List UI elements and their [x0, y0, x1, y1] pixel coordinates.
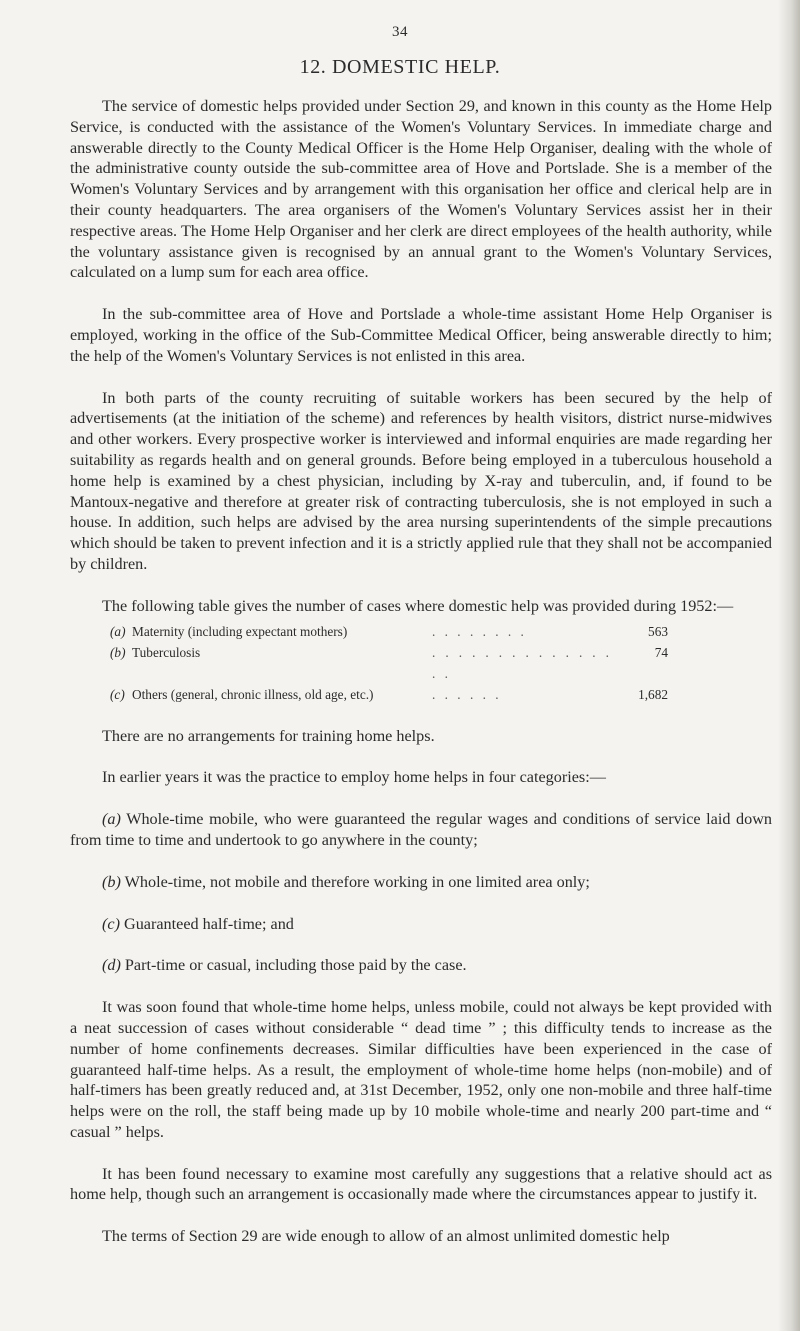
- category-letter: (c): [102, 914, 120, 933]
- paragraph-relative: It has been found necessary to examine most carefully any suggestions that a relative should act as home help, though such an arrangement is occasionally made where the circumstances appear to justify it.: [70, 1164, 772, 1204]
- page-edge-shadow: [778, 0, 800, 1331]
- body-text: [70, 96, 772, 1247]
- category-letter: (b): [102, 872, 121, 891]
- paragraph-dead-time: It was soon found that whole-time home helps, unless mobile, could not always be kept provided with a neat succession of cases without considerable “ dead time ” ; this difficulty tends to increase as the number of home confinements decreases. Similar difficulties have been experienced in the case of guaranteed half-time helps. As a result, the employment of whole-time home helps (non-mobile) and of half-timers has been greatly reduced and, at 31st December, 1952, only one non-mobile and three half-time helps were on the roll, the staff being made up by 10 mobile whole-time and nearly 200 part-time and “ casual ” helps.: [70, 998, 772, 1141]
- paragraph-recruiting: In both parts of the county recruiting of suitable workers has been secured by the help of advertisements (at the initiation of the scheme) and references by health visitors, district nurse-midwives and other workers. Every prospective worker is interviewed and informal enquiries are made regarding her suitability as regards health and on general grounds. Before being employed in a tuberculous household a home help is examined by a chest physician, including by X-ray and tuberculin, and, if found to be Mantoux-negative and therefore at greater risk of contracting tuberculosis, she is not employed in such a house. In addition, such helps are advised by the area nursing superintendents of the simple precautions which should be taken to prevent infection and it is a strictly applied rule that they shall not be accompanied by children.: [70, 388, 772, 573]
- categories-list: [70, 809, 772, 976]
- list-item: [70, 809, 772, 851]
- leader-dots: . . . . . .: [432, 686, 502, 702]
- paragraph-no-training: There are no arrangements for training home helps.: [102, 726, 435, 745]
- paragraph-hove-portslade: In the sub-committee area of Hove and Portslade a whole-time assistant Home Help Organiser is employed, working in the office of the Sub-Committee Medical Officer, being answerable directly to him; the help of the Women's Voluntary Services is not enlisted in this area.: [70, 305, 772, 365]
- row-label: Maternity (including expectant mothers): [132, 623, 348, 639]
- row-letter: (c): [110, 686, 125, 702]
- row-value: 74: [654, 644, 668, 660]
- row-label: Others (general, chronic illness, old age, etc.): [132, 686, 374, 702]
- list-item: [70, 955, 772, 976]
- cases-table: [110, 621, 668, 705]
- table-row: [110, 642, 668, 684]
- table-row: [110, 684, 668, 705]
- category-text: Part-time or casual, including those paid by the case.: [124, 956, 467, 975]
- paragraph-section-terms: The terms of Section 29 are wide enough to allow of an almost unlimited domestic help: [102, 1227, 670, 1246]
- category-text: Whole-time mobile, who were guaranteed the regular wages and conditions of service laid down from time to time and undertook to go anywhere in the county;: [70, 810, 772, 849]
- category-letter: (a): [102, 810, 121, 829]
- paragraph-table-intro: The following table gives the number of cases where domestic help was provided during 1952:—: [102, 596, 734, 615]
- list-item: [70, 872, 772, 893]
- category-text: Whole-time, not mobile and therefore working in one limited area only;: [124, 872, 590, 891]
- row-value: 1,682: [638, 686, 668, 702]
- paragraph-service-overview: The service of domestic helps provided under Section 29, and known in this county as the Home Help Service, is conducted with the assistance of the Women's Voluntary Services. In immediate charge and answerable directly to the County Medical Officer is the Home Help Organiser, dealing with the whole of the administrative county outside the sub-committee area of Hove and Portslade. She is a member of the Women's Voluntary Services and by arrangement with this organisation her office and clerical help are in their county headquarters. The area organisers of the Women's Voluntary Services assist her in their respective areas. The Home Help Organiser and her clerk are direct employees of the health authority, while the voluntary assistance given is recognised by an annual grant to the Women's Voluntary Services, calculated on a lump sum for each area office.: [70, 97, 772, 282]
- row-value: 563: [648, 623, 668, 639]
- leader-dots: . . . . . . . .: [432, 623, 527, 639]
- row-letter: (b): [110, 644, 126, 660]
- row-letter: (a): [110, 623, 126, 639]
- list-item: [70, 914, 772, 935]
- section-heading: 12. DOMESTIC HELP.: [299, 56, 501, 78]
- row-label: Tuberculosis: [132, 644, 201, 660]
- leader-dots: . . . . . . . . . . . . . . . .: [432, 644, 612, 681]
- category-letter: (d): [102, 956, 121, 975]
- paragraph-categories-intro: In earlier years it was the practice to employ home helps in four categories:—: [102, 768, 606, 787]
- page-number: 34: [392, 24, 408, 40]
- table-row: [110, 621, 668, 642]
- category-text: Guaranteed half-time; and: [124, 914, 294, 933]
